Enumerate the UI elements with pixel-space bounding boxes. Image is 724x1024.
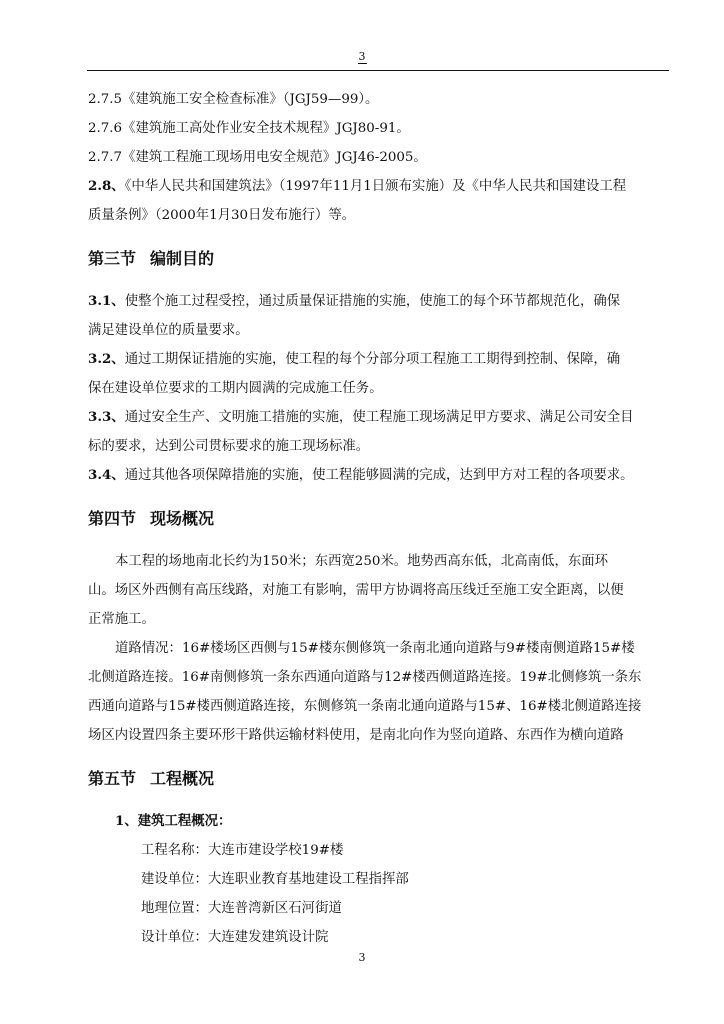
- site-paragraph-line: 本工程的场地南北长约为150米；东西宽250米。地势西高东低，北高南低，东面环: [115, 554, 609, 569]
- ref-item: 2.7.7《建筑工程施工现场用电安全规范》JGJ46-2005。: [88, 150, 427, 165]
- purpose-item-continued: 标的要求，达到公司贯标要求的施工现场标准。: [88, 439, 370, 454]
- subsection-title: 1、建筑工程概况：: [115, 813, 232, 829]
- project-field: 建设单位：大连职业教育基地建设工程指挥部: [141, 872, 409, 887]
- header-rule: [87, 70, 669, 71]
- section-4-heading: 第四节 现场概况: [88, 509, 215, 528]
- ref-item-continued: 质量条例》（2000年1月30日发布施行）等。: [88, 208, 356, 223]
- purpose-item-continued: 保在建设单位要求的工期内圆满的完成施工任务。: [88, 381, 383, 396]
- ref-item: 2.7.6《建筑施工高处作业安全技术规程》JGJ80-91。: [88, 121, 410, 136]
- road-paragraph-line: 北侧道路连接。16#南侧修筑一条东西通向道路与12#楼西侧道路连接。19#北侧修筑一条东: [88, 670, 642, 685]
- ref-item: 2.8、《中华人民共和国建筑法》（1997年11月1日颁布实施）及《中华人民共和国建设工程: [88, 178, 627, 194]
- road-paragraph-line: 场区内设置四条主要环形干路供运输材料使用，是南北向作为竖向道路、东西作为横向道路: [88, 728, 624, 743]
- site-paragraph-line: 山。场区外西侧有高压线路，对施工有影响，需甲方协调将高压线迁至施工安全距离，以便: [88, 583, 624, 598]
- purpose-item: 3.3、通过安全生产、文明施工措施的实施，使工程施工现场满足甲方要求、满足公司安全目: [88, 409, 634, 425]
- road-paragraph-line: 西通向道路与15#楼西侧道路连接，东侧修筑一条南北通向道路与15#、16#楼北侧道路连接: [88, 699, 642, 714]
- section-5-heading: 第五节 工程概况: [88, 769, 215, 788]
- document-body: [88, 85, 678, 952]
- ref-item: 2.7.5《建筑施工安全检查标准》（JGJ59—99）。: [88, 92, 379, 107]
- purpose-item-continued: 满足建设单位的质量要求。: [88, 323, 249, 338]
- project-field: 工程名称：大连市建设学校19#楼: [141, 843, 344, 858]
- site-paragraph-line: 正常施工。: [88, 612, 155, 627]
- section-3-heading: 第三节 编制目的: [88, 249, 215, 268]
- project-field: 设计单位：大连建发建筑设计院: [141, 930, 329, 945]
- purpose-item: 3.4、通过其他各项保障措施的实施，使工程能够圆满的完成，达到甲方对工程的各项要求。: [88, 467, 634, 483]
- purpose-item: 3.1、使整个施工过程受控，通过质量保证措施的实施，使施工的每个环节都规范化，确保: [88, 293, 621, 309]
- purpose-item: 3.2、通过工期保证措施的实施，使工程的每个分部分项工程施工工期得到控制、保障，确: [88, 351, 621, 367]
- footer-page-number: 3: [358, 951, 366, 964]
- project-field: 地理位置：大连普湾新区石河街道: [141, 901, 342, 916]
- header-page-number: 3: [358, 50, 366, 63]
- road-paragraph-line: 道路情况：16#楼场区西侧与15#楼东侧修筑一条南北通向道路与9#楼南侧道路15#楼: [115, 641, 635, 656]
